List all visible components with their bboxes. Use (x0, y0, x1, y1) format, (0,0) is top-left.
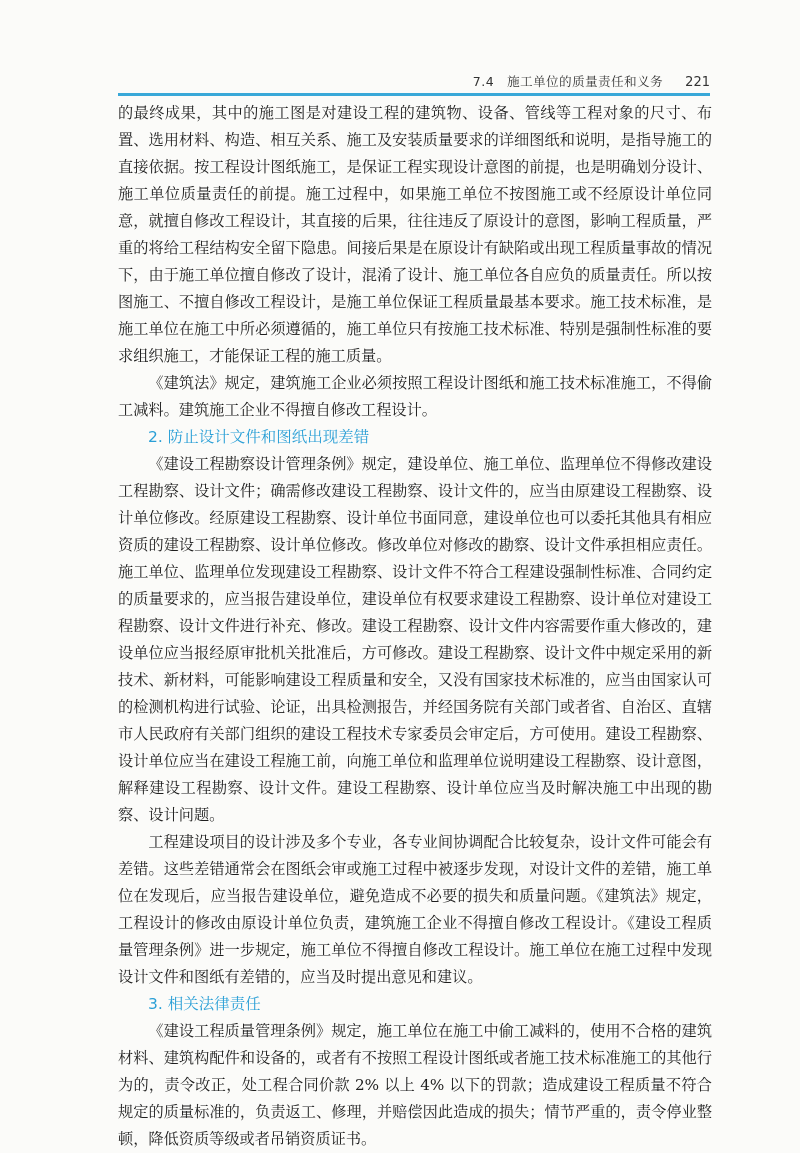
header-rule (118, 93, 710, 96)
paragraph-liability: 《建设工程质量管理条例》规定，施工单位在施工中偷工减料的，使用不合格的建筑材料、建筑构配件和设备的，或者有不按照工程设计图纸或者施工技术标准施工的其他行为的，责令改正，处工程合同价款 2% 以上 4% 以下的罚款；造成建设工程质量不符合规定的质量标准的，负责返工、修理，并赔偿因此造成的损失；情节严重的，责令停业整顿，降低资质等级或者吊销资质证书。 (118, 1022, 712, 1148)
subheading-prevent-errors: 2. 防止设计文件和图纸出现差错 (148, 428, 370, 446)
running-header (0, 68, 710, 90)
paragraph-continuation: 的最终成果，其中的施工图是对建设工程的建筑物、设备、管线等工程对象的尺寸、布置、选用材料、构造、相互关系、施工及安装质量要求的详细图纸和说明，是指导施工的直接依据。按工程设计图纸施工，是保证工程实现设计意图的前提，也是明确划分设计、施工单位质量责任的前提。施工过程中，如果施工单位不按图施工或不经原设计单位同意，就擅自修改工程设计，其直接的后果，往往违反了原设计的意图，影响工程质量，严重的将给工程结构安全留下隐患。间接后果是在原设计有缺陷或出现工程质量事故的情况下，由于施工单位擅自修改了设计，混淆了设计、施工单位各自应负的质量责任。所以按图施工、不擅自修改工程设计，是施工单位保证工程质量最基本要求。施工技术标准，是施工单位在施工中所必须遵循的，施工单位只有按施工技术标准、特别是强制性标准的要求组织施工，才能保证工程的施工质量。 (118, 104, 712, 365)
page-number: 221 (685, 75, 710, 90)
page-body (118, 100, 712, 1153)
section-title: 7.4 施工单位的质量责任和义务 (472, 74, 664, 89)
paragraph-survey-design-regulation: 《建设工程勘察设计管理条例》规定，建设单位、施工单位、监理单位不得修改建设工程勘察、设计文件；确需修改建设工程勘察、设计文件的，应当由原建设工程勘察、设计单位修改。经原建设工程勘察、设计单位书面同意，建设单位也可以委托其他具有相应资质的建设工程勘察、设计单位修改。修改单位对修改的勘察、设计文件承担相应责任。施工单位、监理单位发现建设工程勘察、设计文件不符合工程建设强制性标准、合同约定的质量要求的，应当报告建设单位，建设单位有权要求建设工程勘察、设计单位对建设工程勘察、设计文件进行补充、修改。建设工程勘察、设计文件内容需要作重大修改的，建设单位应当报经原审批机关批准后，方可修改。建设工程勘察、设计文件中规定采用的新技术、新材料，可能影响建设工程质量和安全，又没有国家技术标准的，应当由国家认可的检测机构进行试验、论证，出具检测报告，并经国务院有关部门或者省、自治区、直辖市人民政府有关部门组织的建设工程技术专家委员会审定后，方可使用。建设工程勘察、设计单位应当在建设工程施工前，向施工单位和监理单位说明建设工程勘察、设计意图，解释建设工程勘察、设计文件。建设工程勘察、设计单位应当及时解决施工中出现的勘察、设计问题。 (118, 455, 712, 824)
paragraph-building-law: 《建筑法》规定，建筑施工企业必须按照工程设计图纸和施工技术标准施工，不得偷工减料。建筑施工企业不得擅自修改工程设计。 (118, 374, 712, 419)
subheading-legal-liability: 3. 相关法律责任 (148, 995, 261, 1013)
paragraph-design-errors: 工程建设项目的设计涉及多个专业，各专业间协调配合比较复杂，设计文件可能会有差错。这些差错通常会在图纸会审或施工过程中被逐步发现，对设计文件的差错，施工单位在发现后，应当报告建设单位，避免造成不必要的损失和质量问题。《建筑法》规定，工程设计的修改由原设计单位负责，建筑施工企业不得擅自修改工程设计。《建设工程质量管理条例》进一步规定，施工单位不得擅自修改工程设计。施工单位在施工过程中发现设计文件和图纸有差错的，应当及时提出意见和建议。 (118, 833, 712, 986)
